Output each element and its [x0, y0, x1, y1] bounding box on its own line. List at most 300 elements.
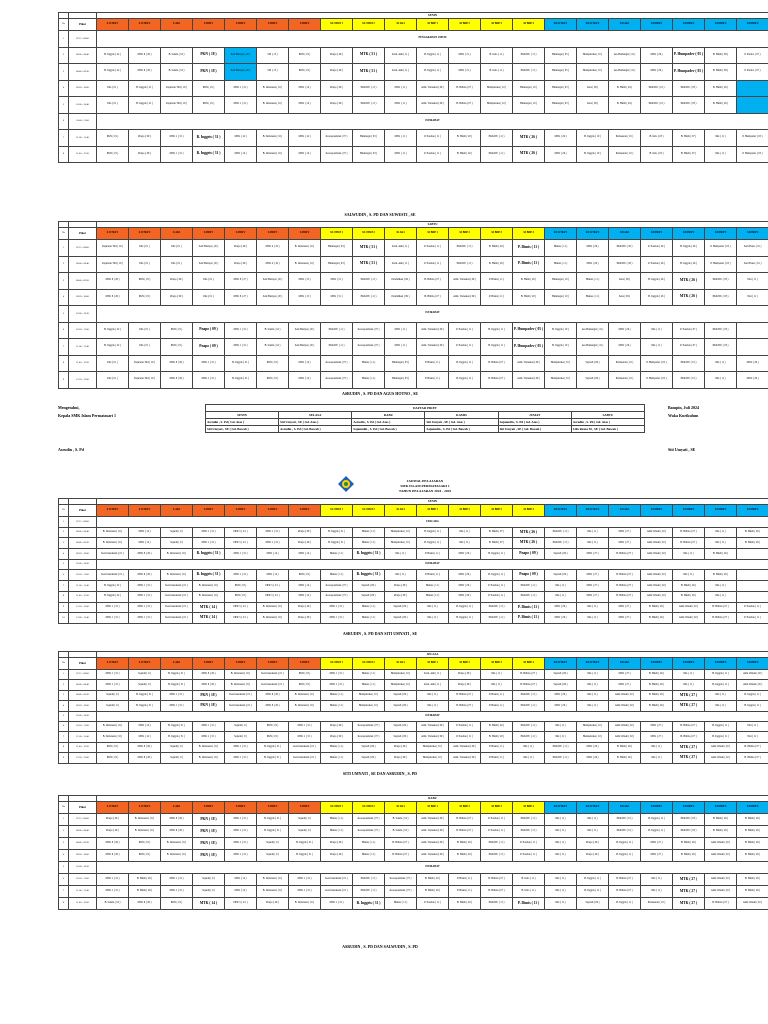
- schedule-cell: Sena ( 09 ): [577, 97, 609, 114]
- schedule-cell: PAI ( 11 ): [577, 538, 609, 549]
- schedule-cell: PAI ( 11 ): [705, 372, 737, 389]
- schedule-cell: PKKWU ( 11 ): [353, 289, 385, 306]
- schedule-cell: B. Hindi ( 26 ): [641, 701, 673, 711]
- schedule-cell: B. Indonesia ( 16 ): [129, 814, 161, 826]
- schedule-cell: MTK 1 ( 31 ): [225, 549, 257, 560]
- schedule-cell: DPK 5 ( 2/1 ): [225, 538, 257, 549]
- period-number: 4: [59, 80, 69, 97]
- period-number: 8: [59, 591, 69, 602]
- schedule-cell: Pnapo ( 09 ): [385, 742, 417, 752]
- schedule-cell: PKKWU ( 11 ): [545, 538, 577, 549]
- class-header: XII BDP 4: [737, 228, 768, 240]
- schedule-cell: MTK 1 ( 31 ): [225, 826, 257, 838]
- schedule-cell: PKKWU ( 03 ): [705, 289, 737, 306]
- schedule-cell: Sejarah ( 09 ): [385, 602, 417, 613]
- schedule-cell: B. Hidina ( 07 ): [481, 886, 513, 898]
- schedule-cell: MTK 1 ( 31 ): [161, 874, 193, 886]
- column-header-no: No: [59, 228, 69, 240]
- period-time: 08.00 - 08.40: [69, 826, 97, 838]
- class-header: XII OTKP 1: [545, 505, 577, 517]
- schedule-cell: Sejarah ( 9 ): [97, 690, 129, 700]
- class-header: XI BDP 2: [449, 802, 481, 814]
- schedule-cell: B. Sunda ( 16 ): [385, 826, 417, 838]
- piket-day: SENIN: [206, 412, 279, 419]
- schedule-cell: Humas ( 11 ): [321, 570, 353, 581]
- schedule-cell: MTK 4 ( 19 ): [257, 240, 289, 257]
- schedule-cell: B. Hidina ( 07 ): [705, 898, 737, 910]
- schedule-cell: DPK 5 ( 2/1 ): [257, 591, 289, 602]
- schedule-cell: Pnapo ( 09 ): [385, 753, 417, 763]
- schedule-cell: Pnapo ( 09 ): [225, 240, 257, 257]
- schedule-cell: Adm. Transaksi ( 09 ): [417, 814, 449, 826]
- schedule-cell: MTK ( 14 ): [225, 130, 257, 147]
- schedule-cell: P. Humpadev ( 05 ): [513, 322, 545, 339]
- schedule-cell: Pnapo ( 09 ): [289, 538, 321, 549]
- schedule-cell: B. Hindi ( 26 ): [705, 80, 737, 97]
- schedule-cell: B. Hidina ( 07 ): [449, 690, 481, 700]
- column-header-no: No: [59, 19, 69, 31]
- schedule-cell: Kewirausahaan ( 01 ): [161, 591, 193, 602]
- schedule-cell: PKKWU ( 11 ): [449, 256, 481, 273]
- schedule-cell: Adm Umum ( 02 ): [705, 838, 737, 850]
- schedule-cell: Humputruka ( 10 ): [385, 680, 417, 690]
- class-header: XI BDP 1: [417, 802, 449, 814]
- schedule-cell: DPK 5 ( 2/1 ): [225, 613, 257, 624]
- schedule-cell: PAI ( 11 ): [545, 850, 577, 862]
- schedule-cell: B. Hindi ( 20 ): [449, 898, 481, 910]
- schedule-cell: PAI ( 11 ): [545, 874, 577, 886]
- schedule-cell: Adm Umum ( 02 ): [609, 721, 641, 731]
- period-time: 08.00 - 08.40: [69, 47, 97, 64]
- table-row: [59, 680, 768, 690]
- table-row: [59, 130, 768, 147]
- schedule-cell: B. Inggris ( 21 ): [129, 97, 161, 114]
- class-header: X BDP 2: [225, 658, 257, 670]
- schedule-cell: PAI ( 11 ): [705, 538, 737, 549]
- schedule-cell: Humputruka ( 10 ): [481, 97, 513, 114]
- schedule-cell: DPK 5 ( 2/1 ): [225, 527, 257, 538]
- schedule-cell: Adm. Transaksi ( 09 ): [513, 355, 545, 372]
- class-header: XI BDP 2: [449, 19, 481, 31]
- schedule-cell: B. Hindi ( 26 ): [609, 742, 641, 752]
- schedule-cell: MTK ( 51 ): [353, 47, 385, 64]
- schedule-cell: MTK 8 ( 26 ): [129, 742, 161, 752]
- schedule-cell: Adm Umum ( 02 ): [641, 570, 673, 581]
- schedule-cell: MTK ( 15 ): [289, 273, 321, 290]
- class-header: XII AK1: [609, 19, 641, 31]
- schedule-cell: B. Inggris ( 11 ): [641, 826, 673, 838]
- schedule-cell: MTK 1 ( 31 ): [289, 886, 321, 898]
- schedule-cell: PKN ( 18 ): [257, 355, 289, 372]
- schedule-cell: MTK ( 14 ): [225, 886, 257, 898]
- schedule-cell: Sejarah ( 09 ): [353, 753, 385, 763]
- class-header: X AK1: [161, 505, 193, 517]
- table-row: [59, 113, 768, 130]
- schedule-cell: B. Hindi ( 26 ): [673, 838, 705, 850]
- schedule-cell: Pnapo ( 09 ): [321, 64, 353, 81]
- schedule-cell: PAI ( 11 ): [577, 670, 609, 680]
- schedule-cell: Korespondensi ( 07 ): [353, 732, 385, 742]
- schedule-cell: Kom. Akh ( 11 ): [417, 680, 449, 690]
- header-line-1: JADWAL PELAJARAN: [406, 479, 444, 483]
- period-number: 4: [59, 549, 69, 560]
- schedule-cell: Adm Umum ( 02 ): [705, 742, 737, 752]
- schedule-cell: PKKWU ( 11 ): [545, 742, 577, 752]
- period-time: 11.00 - 11.40: [69, 732, 97, 742]
- period-number: 5: [59, 559, 69, 570]
- class-header: X BDP 3: [257, 505, 289, 517]
- schedule-cell: MTK ( 27 ): [609, 670, 641, 680]
- schedule-cell: PKKWU ( 03 ): [705, 273, 737, 290]
- schedule-cell: MTK 8 ( 26 ): [129, 753, 161, 763]
- schedule-cell: MTK 1 ( 31 ): [161, 146, 193, 163]
- class-header: XII BDP 4: [737, 802, 768, 814]
- table-row: [59, 732, 768, 742]
- schedule-cell: Sejarah ( 9 ): [161, 538, 193, 549]
- schedule-cell: Kejuruan TKI ( 19 ): [97, 240, 129, 257]
- class-header: XII OTKP 1: [545, 802, 577, 814]
- schedule-cell: PAI ( 01 ): [97, 372, 129, 389]
- period-time: 09.20 - 10.00: [69, 701, 97, 711]
- class-header: XII OTKP 2: [577, 658, 609, 670]
- table-row: [59, 862, 768, 874]
- schedule-cell: B. Hidina ( 07 ): [609, 874, 641, 886]
- schedule-cell: MTK ( 27 ): [673, 742, 705, 752]
- class-header: X OTKP 1: [97, 19, 129, 31]
- schedule-cell: B. Hidina ( 07 ): [513, 670, 545, 680]
- schedule-cell: PKN ( 18 ): [193, 690, 225, 700]
- schedule-cell: B. Hindi ( 20 ): [481, 721, 513, 731]
- schedule-cell: Sejarah ( 09 ): [353, 591, 385, 602]
- schedule-cell: PAI ( 01 ): [97, 97, 129, 114]
- schedule-cell: MTK 1 ( 31 ): [225, 814, 257, 826]
- header-line-2: SMK ISLAM PERMATASARI 1: [400, 484, 450, 488]
- class-header: XI BDP 4: [513, 228, 545, 240]
- schedule-cell: PAI ( 11 ): [513, 742, 545, 752]
- period-number: 4: [59, 850, 69, 862]
- schedule-cell: Humputruka ( 10 ): [545, 355, 577, 372]
- schedule-cell: MTK ( 27 ): [641, 850, 673, 862]
- schedule-cell: PAI ( 11 ): [737, 289, 768, 306]
- schedule-cell: B. Indonesia ( 16 ): [161, 850, 193, 862]
- schedule-cell: P. Pondok ( 07 ): [673, 322, 705, 339]
- schedule-cell: MTK 1 ( 31 ): [193, 538, 225, 549]
- schedule-cell: Adm. Transaksi ( 09 ): [417, 721, 449, 731]
- schedule-cell: MTK 1 ( 31 ): [129, 591, 161, 602]
- class-header: X BDP 4: [289, 658, 321, 670]
- piket-entry: Siti Umyati , SE ( Gd. Atas ): [279, 419, 352, 426]
- schedule-cell: MTK 1 ( 31 ): [97, 886, 129, 898]
- schedule-cell: Adm. Transaksi ( 09 ): [417, 97, 449, 114]
- schedule-cell: B. Hindi ( 20 ): [449, 850, 481, 862]
- period-time: 10.20 - 11.00: [69, 721, 97, 731]
- schedule-cell: MTK ( 14 ): [129, 721, 161, 731]
- schedule-cell: Adm Umum ( 02 ): [641, 581, 673, 592]
- schedule-cell: B. Hindi ( 26 ): [737, 874, 768, 886]
- schedule-cell: MTK ( 11 ): [385, 80, 417, 97]
- schedule-cell: B. Indo ( 11 ): [481, 64, 513, 81]
- period-number: 7: [59, 732, 69, 742]
- schedule-cell: P. Humpadev ( 05 ): [705, 240, 737, 257]
- schedule-cell: MTK 1 ( 31 ): [225, 753, 257, 763]
- schedule-cell: Humangat ( 05 ): [545, 80, 577, 97]
- schedule-cell: B. Inggris ( 26 ): [673, 256, 705, 273]
- schedule-cell: B. Hindi ( 04 ): [609, 80, 641, 97]
- class-header: XI BDP 4: [513, 802, 545, 814]
- schedule-cell: MTK 1 ( 31 ): [321, 680, 353, 690]
- schedule-cell: B. Inggris ( 22 ): [97, 339, 129, 356]
- schedule-cell: PAI ( 11 ): [449, 538, 481, 549]
- class-header: XII BDP 4: [737, 505, 768, 517]
- schedule-cell: Humputruka ( 10 ): [417, 753, 449, 763]
- schedule-cell: MTK 1 ( 31 ): [225, 322, 257, 339]
- schedule-cell: PKKWU ( 11 ): [545, 753, 577, 763]
- schedule-cell: PKN ( 18 ): [193, 701, 225, 711]
- period-number: 8: [59, 742, 69, 752]
- schedule-cell: Humas ( 11 ): [321, 690, 353, 700]
- schedule-cell: B. Indonesia ( 16 ): [97, 732, 129, 742]
- schedule-cell: Sejarah ( 9 ): [289, 814, 321, 826]
- schedule-cell: B. Indonesia ( 16 ): [257, 146, 289, 163]
- schedule-cell: Humputruka ( 10 ): [385, 527, 417, 538]
- schedule-cell: B. Indonesia ( 16 ): [257, 613, 289, 624]
- period-time: 11.40 - 12.20: [69, 898, 97, 910]
- schedule-cell: B. Hidina ( 07 ): [705, 613, 737, 624]
- table-row: [59, 538, 768, 549]
- schedule-cell: MTK ( 14 ): [129, 538, 161, 549]
- schedule-cell: Seni Budaya ( 20 ): [289, 322, 321, 339]
- class-header: X AK1: [161, 19, 193, 31]
- schedule-cell: B. Hindi ( 20 ): [481, 256, 513, 273]
- schedule-cell: PAI ( 11 ): [577, 680, 609, 690]
- schedule-cell: Sejarah ( 9 ): [225, 732, 257, 742]
- schedule-cell: Kewirausahaan ( 01 ): [161, 602, 193, 613]
- schedule-cell: B. Hindi ( 07 ): [673, 130, 705, 147]
- period-time: 12.20 - 13.00: [69, 602, 97, 613]
- schedule-cell: Sejarah ( 09 ): [577, 372, 609, 389]
- schedule-cell: Pemasaran ( 10 ): [609, 146, 641, 163]
- schedule-cell: Adm. Transaksi ( 09 ): [417, 339, 449, 356]
- period-number: 2: [59, 826, 69, 838]
- schedule-cell: MTK ( 14 ): [129, 732, 161, 742]
- break-label: ISTIRAHAT: [97, 306, 768, 323]
- schedule-cell: B. Indonesia ( 16 ): [289, 240, 321, 257]
- schedule-cell: PKKWU ( 11 ): [513, 64, 545, 81]
- class-header: XII OTKP 1: [545, 19, 577, 31]
- period-time: 08.00 - 08.40: [69, 256, 97, 273]
- piket-table: [205, 404, 645, 433]
- schedule-cell: MTK 8 ( 26 ): [129, 47, 161, 64]
- schedule-cell: Adm Umum ( 02 ): [673, 613, 705, 624]
- day-label: SENIN: [97, 13, 768, 19]
- schedule-cell: B. Indonesia ( 16 ): [193, 753, 225, 763]
- schedule-cell: PAI ( 11 ): [385, 570, 417, 581]
- table-row: [59, 581, 768, 592]
- schedule-cell: B. Sunda ( 16 ): [257, 322, 289, 339]
- period-time: 07.15 - 08.00: [69, 240, 97, 257]
- schedule-cell: P. Pondok ( 11 ): [449, 732, 481, 742]
- schedule-cell: MTK ( 26 ): [577, 240, 609, 257]
- schedule-cell: B. Indo ( 11 ): [513, 874, 545, 886]
- class-header: XII BDP 1: [641, 505, 673, 517]
- period-time: 07.15 - 08.00: [69, 31, 97, 48]
- schedule-cell: PKN ( 18 ): [193, 838, 225, 850]
- header-line-3: TAHUN PELAJARAN 2024 - 2025: [398, 489, 452, 493]
- schedule-cell: B. Indonesia ( 16 ): [161, 838, 193, 850]
- schedule-cell: MTK ( 11 ): [385, 339, 417, 356]
- schedule-cell: MTK 1 ( 31 ): [97, 680, 129, 690]
- schedule-cell: PAI ( 01 ): [193, 289, 225, 306]
- schedule-cell: PKN ( 18 ): [225, 591, 257, 602]
- schedule-cell: B. Inggris ( 11 ): [609, 898, 641, 910]
- schedule-cell: MTK 8 ( 26 ): [97, 289, 129, 306]
- schedule-cell: MTK ( 26 ): [577, 742, 609, 752]
- schedule-cell: Adm. Transaksi ( 09 ): [449, 742, 481, 752]
- schedule-cell: Adm Umum ( 02 ): [609, 701, 641, 711]
- schedule-cell: MTK 8 ( 27 ): [225, 273, 257, 290]
- schedule-cell: Adm. Transaksi ( 09 ): [417, 850, 449, 862]
- schedule-cell: B. Inggris ( 11 ): [705, 721, 737, 731]
- period-number: 1: [59, 670, 69, 680]
- schedule-cell: B. Inggris ( 22 ): [97, 581, 129, 592]
- class-header: XI OTKP 2: [353, 19, 385, 31]
- schedule-cell: Kewirausahaan ( 01 ): [225, 690, 257, 700]
- schedule-cell: MTK ( 26 ): [449, 591, 481, 602]
- schedule-cell: B. Hindi ( 20 ): [513, 273, 545, 290]
- class-header: XII BDP 3: [705, 19, 737, 31]
- schedule-cell: Pnapo ( 09 ): [321, 47, 353, 64]
- schedule-cell: [737, 80, 768, 97]
- schedule-cell: MTK ( 14 ): [193, 613, 225, 624]
- schedule-cell: Adm Umum ( 02 ): [641, 527, 673, 538]
- schedule-cell: PKN ( 18 ): [129, 838, 161, 850]
- schedule-cell: B. Inggris ( 11 ): [577, 886, 609, 898]
- schedule-cell: PAI ( 01 ): [161, 240, 193, 257]
- schedule-cell: Humas ( 11 ): [353, 372, 385, 389]
- class-header: XII BDP 3: [705, 505, 737, 517]
- schedule-cell: B. Hindi ( 26 ): [705, 570, 737, 581]
- class-header: XI BDP 1: [417, 505, 449, 517]
- schedule-cell: Humangat ( 03 ): [353, 146, 385, 163]
- schedule-cell: MTK ( 26 ): [545, 146, 577, 163]
- schedule-cell: B. Hindi ( 20 ): [513, 289, 545, 306]
- schedule-cell: B. Inggris ( 31 ): [193, 549, 225, 560]
- schedule-cell: Adm. Transaksi ( 09 ): [449, 289, 481, 306]
- schedule-cell: Pnapo ( 09 ): [321, 80, 353, 97]
- schedule-cell: DPK 5 ( 2/1 ): [225, 898, 257, 910]
- schedule-cell: Adm Umum ( 02 ): [737, 680, 768, 690]
- schedule-cell: PKKWU ( 11 ): [513, 814, 545, 826]
- schedule-cell: PKN ( 18 ): [289, 64, 321, 81]
- schedule-cell: MTK ( 14 ): [257, 570, 289, 581]
- period-time: 12.20 - 13.00: [69, 372, 97, 389]
- class-header: XI AK1: [385, 228, 417, 240]
- schedule-cell: PAI ( 11 ): [705, 581, 737, 592]
- schedule-cell: B. Hidina ( 07 ): [737, 753, 768, 763]
- schedule-cell: PAI ( 11 ): [705, 355, 737, 372]
- schedule-cell: Adm. Transaksi ( 09 ): [417, 838, 449, 850]
- schedule-cell: MTK ( 27 ): [577, 549, 609, 560]
- schedule-cell: B. Inggris ( 22 ): [97, 591, 129, 602]
- class-header: X BDP 3: [257, 658, 289, 670]
- class-header: XI BDP 3: [481, 658, 513, 670]
- schedule-cell: Sena ( 09 ): [609, 273, 641, 290]
- schedule-cell: MTK 8 ( 26 ): [97, 850, 129, 862]
- schedule-cell: B. Indo ( 05 ): [641, 146, 673, 163]
- class-header: XI BDP 3: [481, 19, 513, 31]
- schedule-cell: Adm. Transaksi ( 09 ): [417, 322, 449, 339]
- schedule-cell: PAI ( 11 ): [673, 670, 705, 680]
- schedule-cell: Kewirausahaan ( 01 ): [161, 581, 193, 592]
- schedule-cell: MTK ( 27 ): [673, 874, 705, 886]
- schedule-cell: P. Bisnis ( 11 ): [481, 753, 513, 763]
- period-time: 09.20 - 10.00: [69, 549, 97, 560]
- schedule-cell: B. Hindi ( 20 ): [449, 130, 481, 147]
- schedule-cell: P. Pondok ( 11 ): [513, 850, 545, 862]
- schedule-cell: B. Indonesia ( 16 ): [97, 721, 129, 731]
- class-header: X OTKP 2: [129, 19, 161, 31]
- schedule-cell: MTK 8 ( 26 ): [193, 670, 225, 680]
- schedule-cell: P. Pondok ( 11 ): [417, 256, 449, 273]
- table-row: [59, 701, 768, 711]
- class-header: XI AK1: [385, 19, 417, 31]
- table-row: [59, 721, 768, 731]
- schedule-cell: Korespondensi ( 07 ): [385, 886, 417, 898]
- piket-day: KAMIS: [425, 412, 498, 419]
- schedule-cell: Adm. Transaksi ( 09 ): [449, 753, 481, 763]
- schedule-cell: MTK ( 27 ): [609, 680, 641, 690]
- schedule-cell: B. Indonesia ( 16 ): [97, 538, 129, 549]
- schedule-cell: P. Bisnis ( 11 ): [481, 273, 513, 290]
- schedule-cell: PKKWU ( 01 ): [609, 814, 641, 826]
- schedule-cell: Pemasaran ( 10 ): [609, 372, 641, 389]
- schedule-cell: B. Inggris ( 31 ): [225, 355, 257, 372]
- table-row: [59, 322, 768, 339]
- schedule-cell: MTK ( 27 ): [609, 527, 641, 538]
- schedule-cell: Pnapo ( 09 ): [193, 339, 225, 356]
- class-header: XI BDP 4: [513, 505, 545, 517]
- piket-entry: Asrudin , S. Pd ( Gd. Atas ): [206, 419, 279, 426]
- schedule-cell: PAI ( 01 ): [129, 240, 161, 257]
- schedule-cell: Adm Umum ( 02 ): [641, 591, 673, 602]
- schedule-cell: B. Hindi ( 26 ): [673, 581, 705, 592]
- schedule-cell: Pnapo ( 09 ): [97, 826, 129, 838]
- period-time: 10.20 - 11.00: [69, 570, 97, 581]
- schedule-cell: MTK ( 51 ): [353, 240, 385, 257]
- schedule-cell: MTK ( 26 ): [545, 602, 577, 613]
- schedule-cell: MTK 8 ( 27 ): [225, 289, 257, 306]
- schedule-cell: PAI ( 11 ): [545, 581, 577, 592]
- class-header: X BDP 1: [193, 228, 225, 240]
- schedule-cell: SIS ( 15 ): [257, 64, 289, 81]
- class-header: XI BDP 2: [449, 505, 481, 517]
- schedule-cell: PKN ( 19 ): [97, 146, 129, 163]
- schedule-cell: B. Inggris ( 10 ): [577, 130, 609, 147]
- table-row: [59, 591, 768, 602]
- schedule-cell: PAI ( 11 ): [449, 527, 481, 538]
- table-row: [59, 306, 768, 323]
- schedule-cell: Adm Umum ( 02 ): [641, 549, 673, 560]
- schedule-cell: P. Bisnis ( 11 ): [417, 570, 449, 581]
- schedule-cell: B. Inggris ( 10 ): [577, 146, 609, 163]
- schedule-cell: Humputruka ( 10 ): [577, 64, 609, 81]
- schedule-cell: B. Indonesia ( 16 ): [289, 256, 321, 273]
- piket-entry: Sajanudin , S. Pd ( Gd. Bawah ): [425, 426, 498, 433]
- schedule-cell: B. Hindi ( 26 ): [609, 753, 641, 763]
- schedule-cell: Pnapo ( 09 ): [129, 130, 161, 147]
- schedule-cell: MTK ( 26 ): [513, 146, 545, 163]
- schedule-cell: PKN ( 18 ): [193, 814, 225, 826]
